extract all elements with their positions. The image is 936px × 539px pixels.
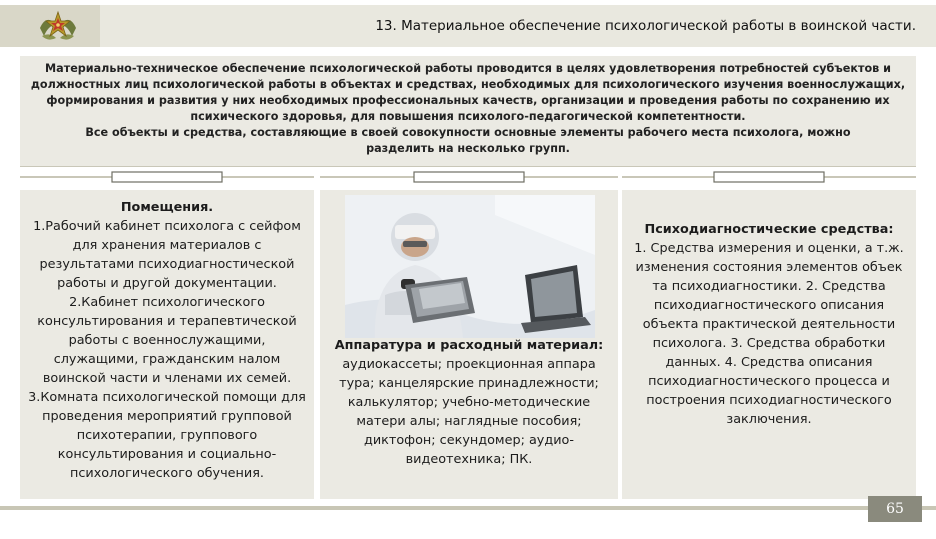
intro-panel: [20, 56, 916, 167]
soldier-with-laptop-photo: [345, 195, 595, 338]
connector-right: [622, 170, 916, 184]
card-premises-body: 1.Рабочий кабинет психолога с сейфом для хранения материалов с результатами психодиагностической работы и другой документации. 2.Кабинет психологического консультирования и терапевтической работы с военнослужащими, служащими, гражданским налом воинской части и членами их семей. 3.Комната психологической помощи для проведения мероприятий групповой психотерапии, группового консультирования и социально-психологического обучения.: [28, 219, 306, 481]
connector-left: [20, 170, 314, 184]
card-psychodiagnostics: [622, 190, 916, 499]
military-emblem-icon: [36, 6, 80, 46]
card-premises: [20, 190, 314, 499]
intro-paragraph-1: Материально-техническое обеспечение психологической работы проводится в целях удовлетворения потребностей субъектов и должностных лиц психологической работы в объектах и средствах, необходимых для психологического изучения военнослужащих, формирования и развития у них необходимых профессиональных качеств, организации и проведения работы по сохранению их психического здоровья, для повышения психолого-педагогической компетентности.: [30, 62, 906, 123]
intro-paragraph-2: Все объекты и средства, составляющие в своей совокупности основные элементы рабочего места психолога, можно разделить на несколько групп.: [85, 126, 851, 155]
card-equipment-body: аудиокассеты; проекционная аппара тура; канцелярские принадлежности; калькулятор; учебно-методические матери алы; наглядные пособия; диктофон; секундомер; аудио- видеотехника; ПК.: [339, 357, 599, 467]
footer-line: [0, 506, 936, 510]
card-psychodiagnostics-body: 1. Средства измерения и оценки, а т.ж. изменения состояния элементов объек та психодиагностики. 2. Средства психодиагностического описания объекта практической деятельности психолога. 3. Средства обработки данных. 4. Средства описания психодиагностического процесса и построения психодиагностического заключения.: [634, 241, 904, 427]
page-number: 65: [868, 496, 922, 522]
card-premises-title: Помещения.: [120, 200, 214, 215]
card-psychodiagnostics-title: Психодиагностические средства:: [644, 222, 894, 237]
card-equipment-title: Аппаратура и расходный материал:: [334, 338, 604, 353]
page-title: 13. Материальное обеспечение психологической работы в воинской части.: [375, 18, 916, 34]
connector-middle: [320, 170, 618, 184]
header-bar: [0, 0, 936, 48]
